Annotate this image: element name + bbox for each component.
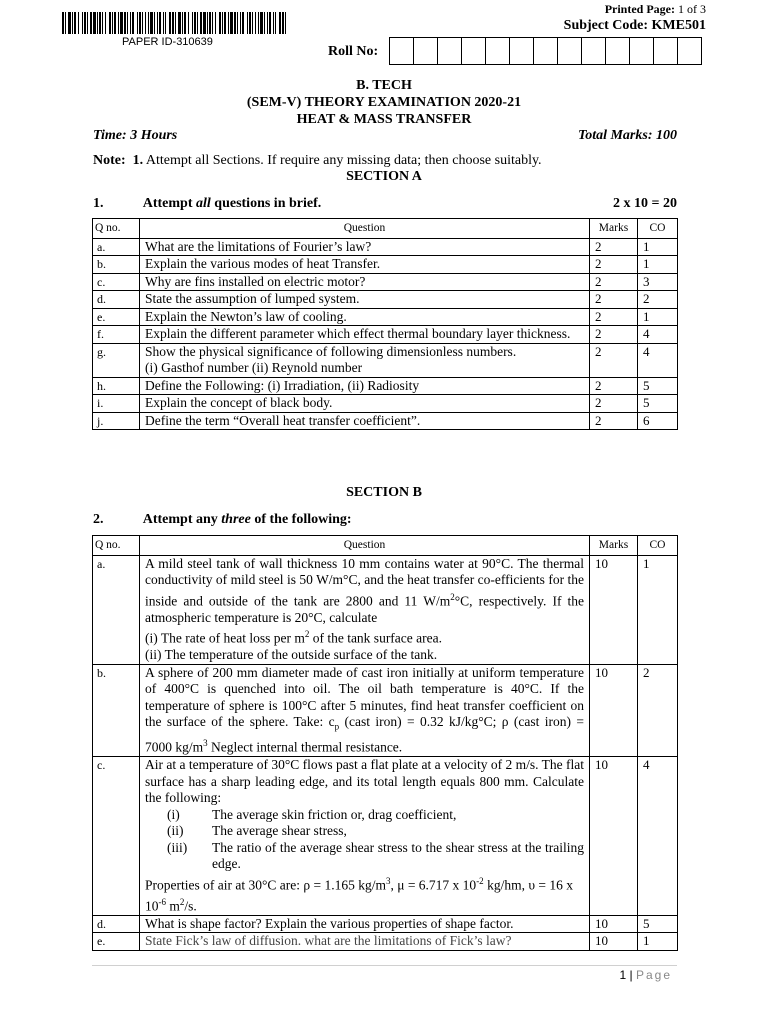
printed-page-label: Printed Page: [604, 2, 675, 16]
question-text: /s. [184, 898, 197, 914]
question-paragraph: (ii) The temperature of the outside surface of the tank. [145, 647, 438, 662]
page-number: 1 [619, 968, 627, 982]
question-text: °C, respectively. If the atmospheric temperature is 20°C, calculate [145, 593, 585, 625]
roll-no-boxes[interactable] [389, 37, 702, 65]
note-num: 1. [132, 153, 144, 168]
col-question: Question [140, 219, 590, 239]
time-marks-line [93, 128, 677, 144]
table-row [93, 395, 678, 413]
sub-question-number: (i) [167, 806, 180, 822]
roll-no-box[interactable] [486, 38, 510, 64]
roll-no-box[interactable] [558, 38, 582, 64]
col-qno: Q no. [93, 219, 140, 239]
question-text: m [166, 898, 180, 914]
question-cell: What is shape factor? Explain the various properties of shape factor. [140, 915, 590, 933]
note-text: Attempt all Sections. If require any missing data; then choose suitably. [145, 153, 542, 168]
marks-cell: 2 [590, 377, 638, 395]
footer-divider [92, 965, 677, 966]
col-co: CO [638, 536, 678, 556]
roll-no-label: Roll No: [328, 44, 379, 59]
section-a-title: SECTION A [346, 169, 422, 184]
sub-question-number: (iii) [167, 839, 188, 855]
question-text: Neglect internal thermal resistance. [207, 739, 403, 755]
question-paragraph [145, 556, 584, 627]
question-number: 1. [93, 196, 104, 211]
section-a-marks: 2 x 10 = 20 [613, 196, 677, 211]
co-cell: 2 [638, 664, 678, 757]
co-cell: 5 [638, 915, 678, 933]
marks-cell: 2 [590, 395, 638, 413]
printed-page-value: 1 of 3 [678, 2, 706, 16]
roll-no-box[interactable] [414, 38, 438, 64]
sub-question-list [145, 807, 584, 873]
note [93, 153, 542, 169]
sub-question-text: The average shear stress, [212, 823, 347, 839]
qno-cell: d. [93, 291, 140, 309]
note-label: Note: [93, 153, 126, 168]
table-row [93, 326, 678, 344]
total-marks: Total Marks: 100 [577, 128, 677, 143]
table-row [93, 664, 678, 757]
marks-cell: 2 [590, 343, 638, 377]
superscript: 2 [179, 896, 185, 907]
page-separator: | [626, 968, 636, 982]
roll-no-box[interactable] [678, 38, 702, 64]
degree-title: B. TECH [356, 78, 412, 93]
co-cell: 6 [638, 412, 678, 430]
sub-question-text: The ratio of the average shear stress to the shear stress at the trailing edge. [212, 839, 584, 872]
question-text: kg/hm, υ = 16 x 10 [145, 877, 573, 914]
marks-cell: 2 [590, 308, 638, 326]
heading-emphasis: all [196, 196, 211, 211]
marks-cell: 10 [590, 933, 638, 951]
barcode [62, 12, 290, 34]
question-text: A mild steel tank of wall thickness 10 mm contains water at 90°C. The thermal conductivity of mild steel is 50 W/m°C, and the heat transfer co-efficients for the inside and outside of the tank are 2800 and 11 W/m [145, 555, 584, 608]
superscript: -6 [158, 896, 166, 907]
question-line: Show the physical significance of following dimensionless numbers. [145, 343, 517, 359]
table-header-row [93, 219, 678, 239]
page-footer [619, 968, 672, 982]
question-text: (i) The rate of heat loss per m [145, 630, 305, 646]
table-row [93, 757, 678, 916]
question-text: Properties of air at 30°C are: ρ = 1.165 kg/m [145, 877, 386, 893]
marks-cell: 2 [590, 326, 638, 344]
qno-cell: c. [93, 757, 140, 916]
subject-code [564, 18, 706, 34]
table-row [93, 915, 678, 933]
question-text: , μ = 6.717 x 10 [390, 877, 477, 893]
question-cell: State Fick’s law of diffusion. what are the limitations of Fick’s law? [140, 933, 590, 951]
section-b-table [92, 535, 678, 951]
question-cell: Explain the Newton’s law of cooling. [140, 308, 590, 326]
marks-cell: 2 [590, 412, 638, 430]
heading-text: Attempt [142, 196, 193, 211]
superscript: -2 [476, 875, 484, 886]
question-paragraph [145, 626, 584, 647]
exam-title: (SEM-V) THEORY EXAMINATION 2020-21 [246, 95, 522, 110]
roll-no-box[interactable] [630, 38, 654, 64]
table-row [93, 291, 678, 309]
qno-cell: c. [93, 273, 140, 291]
qno-cell: h. [93, 377, 140, 395]
section-b-question-heading [93, 512, 677, 528]
paper-id: PAPER ID-310639 [122, 36, 213, 48]
question-text: of the tank surface area. [309, 630, 443, 646]
co-cell: 1 [638, 256, 678, 274]
table-row [93, 308, 678, 326]
marks-cell: 10 [590, 915, 638, 933]
marks-cell: 2 [590, 291, 638, 309]
co-cell: 2 [638, 291, 678, 309]
superscript: 2 [304, 629, 310, 639]
table-row [93, 412, 678, 430]
page-word: Page [635, 968, 672, 982]
qno-cell: f. [93, 326, 140, 344]
qno-cell: d. [93, 915, 140, 933]
sub-question [145, 840, 584, 873]
heading-text: of the following: [254, 512, 352, 527]
question-cell: Explain the different parameter which effect thermal boundary layer thickness. [140, 326, 590, 344]
co-cell: 1 [638, 933, 678, 951]
question-cell: Explain the concept of black body. [140, 395, 590, 413]
time-allowed: Time: 3 Hours [93, 128, 178, 143]
marks-cell: 10 [590, 757, 638, 916]
qno-cell: a. [93, 238, 140, 256]
roll-no-box[interactable] [606, 38, 630, 64]
table-row [93, 256, 678, 274]
superscript: 3 [203, 738, 208, 749]
superscript: 3 [385, 875, 391, 886]
col-marks: Marks [590, 536, 638, 556]
sub-question-text: The average skin friction or, drag coefficient, [212, 806, 457, 822]
question-cell [140, 555, 590, 664]
col-co: CO [638, 219, 678, 239]
superscript: 2 [450, 591, 455, 602]
question-cell: Explain the various modes of heat Transfer. [140, 256, 590, 274]
subject-title: HEAT & MASS TRANSFER [296, 112, 472, 127]
roll-no-box[interactable] [462, 38, 486, 64]
question-cell: Why are fins installed on electric motor? [140, 273, 590, 291]
table-row [93, 933, 678, 951]
qno-cell: g. [93, 343, 140, 377]
question-cell [140, 757, 590, 916]
sub-question [145, 807, 584, 824]
qno-cell: a. [93, 555, 140, 664]
question-line: (i) Gasthof number (ii) Reynold number [145, 360, 363, 375]
heading-text: Attempt any [142, 512, 218, 527]
question-cell: What are the limitations of Fourier’s law? [140, 238, 590, 256]
roll-no-box[interactable] [438, 38, 462, 64]
air-properties [145, 873, 584, 915]
co-cell: 1 [638, 555, 678, 664]
marks-cell: 2 [590, 238, 638, 256]
subject-code-label: Subject Code: [563, 18, 649, 33]
roll-no-box[interactable] [534, 38, 558, 64]
table-row [93, 273, 678, 291]
co-cell: 1 [638, 308, 678, 326]
question-cell [140, 664, 590, 757]
roll-no-box[interactable] [582, 38, 606, 64]
col-qno: Q no. [93, 536, 140, 556]
marks-cell: 10 [590, 664, 638, 757]
heading-text: questions in brief. [214, 196, 322, 211]
qno-cell: e. [93, 308, 140, 326]
marks-cell: 10 [590, 555, 638, 664]
sub-question [145, 823, 584, 840]
table-row [93, 555, 678, 664]
subscript: p [334, 721, 340, 732]
qno-cell: j. [93, 412, 140, 430]
question-cell: State the assumption of lumped system. [140, 291, 590, 309]
roll-no-box[interactable] [390, 38, 414, 64]
question-text: (cast iron) = 0.32 kJ/kg°C; ρ (cast iron) = 7000 kg/m [145, 714, 584, 755]
question-number: 2. [93, 512, 104, 527]
co-cell: 3 [638, 273, 678, 291]
table-row [93, 343, 678, 377]
marks-cell: 2 [590, 256, 638, 274]
co-cell: 4 [638, 343, 678, 377]
co-cell: 5 [638, 377, 678, 395]
col-question: Question [140, 536, 590, 556]
question-intro: Air at a temperature of 30°C flows past a flat plate at a velocity of 2 m/s. The flat surface has a sharp leading edge, and its total length equals 800 mm. Calculate the following: [145, 757, 584, 806]
section-a-table [92, 218, 678, 430]
marks-cell: 2 [590, 273, 638, 291]
table-row [93, 377, 678, 395]
col-marks: Marks [590, 219, 638, 239]
question-cell: Define the Following: (i) Irradiation, (ii) Radiosity [140, 377, 590, 395]
roll-no-box[interactable] [510, 38, 534, 64]
table-header-row [93, 536, 678, 556]
qno-cell: i. [93, 395, 140, 413]
question-cell: Define the term “Overall heat transfer coefficient”. [140, 412, 590, 430]
co-cell: 4 [638, 326, 678, 344]
printed-page [605, 2, 706, 17]
sub-question-number: (ii) [167, 823, 184, 839]
heading-emphasis: three [221, 512, 251, 527]
co-cell: 4 [638, 757, 678, 916]
question-text: A sphere of 200 mm diameter made of cast iron initially at uniform temperature of 400°C is quenched into oil. The oil bath temperature is 40°C. If the temperature of sphere is 100°C after 5 minutes, find heat transfer coefficient on the surface of the sphere. Take: c [145, 664, 584, 729]
qno-cell: b. [93, 256, 140, 274]
roll-no-box[interactable] [654, 38, 678, 64]
qno-cell: b. [93, 664, 140, 757]
question-cell [140, 343, 590, 377]
section-b-title: SECTION B [346, 485, 422, 500]
co-cell: 5 [638, 395, 678, 413]
subject-code-value: KME501 [651, 18, 706, 33]
table-row [93, 238, 678, 256]
section-a-question-heading [93, 196, 677, 212]
co-cell: 1 [638, 238, 678, 256]
qno-cell: e. [93, 933, 140, 951]
